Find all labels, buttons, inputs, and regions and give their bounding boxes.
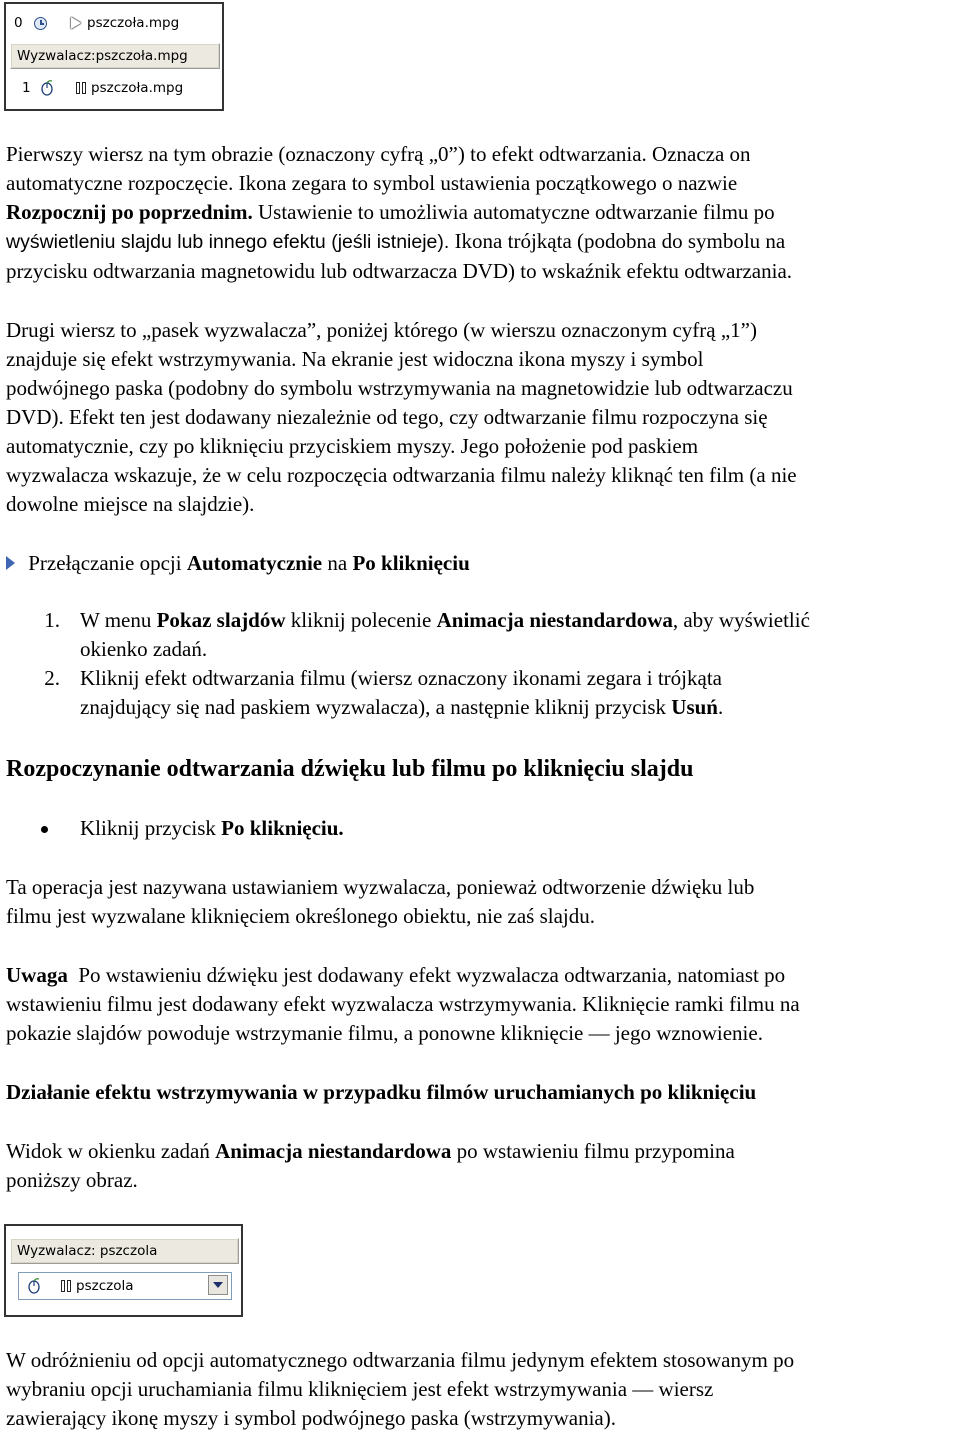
text-span: znajdujący się nad paskiem wyzwalacza), a następnie kliknij przycisk — [80, 695, 672, 719]
trigger-label: Wyzwalacz: pszczola — [17, 1243, 158, 1259]
paragraph-conclusion — [6, 1346, 956, 1433]
text-span: automatycznie, czy po kliknięciu przyciskiem myszy. — [6, 434, 456, 458]
subsection-heading: Działanie efektu wstrzymywania w przypadku filmów uruchamianych po kliknięciu — [6, 1080, 757, 1104]
text-line — [6, 961, 956, 990]
text-line — [6, 198, 956, 227]
paragraph-task-pane — [6, 1137, 956, 1195]
text-span: W menu — [80, 608, 157, 632]
text-line: pokazie slajdów powoduje wstrzymanie filmu, a ponowne kliknięcie — jego wznowienie. — [6, 1021, 763, 1045]
text-span: Po wstawieniu dźwięku jest dodawany efekt wyzwalacza odtwarzania, natomiast po — [67, 963, 786, 987]
text-line: przycisku odtwarzania magnetowidu lub odtwarzacza DVD) to wskaźnik efektu odtwarzania. — [6, 259, 793, 283]
bullet-dot — [41, 826, 48, 833]
step-number: 1. — [44, 608, 60, 632]
effect-row-pause-selected[interactable] — [18, 1272, 232, 1300]
row-number: 1 — [22, 80, 31, 96]
text-line: filmu jest wyzwalane kliknięciem określonego obiektu, nie zaś slajdu. — [6, 904, 596, 928]
text-line: wybraniu opcji uruchamiania filmu kliknięciem jest efekt wstrzymywania — wiersz — [6, 1377, 714, 1401]
pause-bars-icon — [76, 82, 86, 94]
mouse-icon — [27, 1278, 41, 1294]
row-number: 0 — [14, 15, 23, 31]
effect-filename: pszczoła.mpg — [91, 80, 184, 96]
animation-pane-screenshot-click — [4, 1224, 243, 1317]
button-name: Po kliknięciu. — [221, 816, 344, 840]
text-line — [6, 403, 956, 432]
step-text — [80, 606, 960, 664]
text-line: poniższy obraz. — [6, 1168, 138, 1192]
text-line — [6, 345, 956, 374]
text-span: wyświetleniu slajdu lub innego efektu (jeśli istnieje). — [6, 231, 450, 253]
text-line: wyzwalacza wskazuje, że w celu rozpoczęcia odtwarzania filmu należy kliknąć ten film (a nie — [6, 463, 797, 487]
text-span: kliknij polecenie — [285, 608, 437, 632]
pause-bars-icon — [61, 1280, 71, 1292]
clock-icon — [34, 17, 47, 30]
effect-row-play[interactable] — [14, 13, 179, 33]
text-span: Ustawienie to umożliwia automatyczne odtwarzanie filmu po — [252, 200, 775, 224]
bold-term: Automatycznie — [186, 551, 323, 575]
animation-pane-screenshot — [4, 2, 224, 111]
menu-name: Pokaz slajdów — [156, 608, 286, 632]
text-span: DVD). — [6, 405, 64, 429]
step-text — [80, 664, 960, 722]
text-line — [80, 606, 960, 635]
effect-filename: pszczoła.mpg — [87, 15, 180, 31]
note-paragraph — [6, 961, 956, 1048]
text-span: Widok w okienku zadań — [6, 1139, 216, 1163]
note-label: Uwaga — [6, 963, 68, 987]
expander-text: Przełączanie opcji — [28, 551, 187, 575]
paragraph-trigger-definition — [6, 873, 956, 931]
bold-term: Rozpocznij po poprzednim. — [6, 200, 253, 224]
bullet-item — [80, 814, 344, 843]
expand-arrow-icon — [6, 556, 15, 570]
bold-term: Po kliknięciu — [352, 551, 470, 575]
section-heading: Rozpoczynanie odtwarzania dźwięku lub filmu po kliknięciu slajdu — [6, 756, 694, 782]
dropdown-arrow-icon[interactable] — [208, 1275, 228, 1295]
expander-toggle-options[interactable] — [6, 549, 470, 578]
text-span: Kliknij przycisk — [80, 816, 222, 840]
text-line — [6, 1137, 956, 1166]
text-line: zawierający ikonę myszy i symbol podwójnego paska (wstrzymywania). — [6, 1406, 616, 1430]
text-line — [6, 990, 956, 1019]
effect-filename: pszczola — [76, 1278, 134, 1294]
text-line: Kliknij efekt odtwarzania filmu (wiersz oznaczony ikonami zegara i trójkąta — [80, 666, 722, 690]
trigger-label: Wyzwalacz:pszczoła.mpg — [17, 48, 188, 64]
text-line: dowolne miejsce na slajdzie). — [6, 492, 255, 516]
trigger-bar[interactable] — [10, 1238, 239, 1264]
text-line: Ta operacja jest nazywana ustawianiem wyzwalacza, ponieważ odtworzenie dźwięku lub — [6, 875, 755, 899]
text-span: Na ekranie jest widoczna ikona myszy i symbol — [296, 347, 704, 371]
pane-name: Animacja niestandardowa — [215, 1139, 452, 1163]
text-span: Ikona trójkąta (podobna do symbolu na — [449, 229, 786, 253]
command-name: Animacja niestandardowa — [436, 608, 673, 632]
text-span: znajduje się efekt wstrzymywania. — [6, 347, 297, 371]
paragraph-effect-explanation — [6, 140, 956, 286]
text-line: Pierwszy wiersz na tym obrazie (oznaczony cyfrą „0”) to efekt odtwarzania. Oznacza on — [6, 142, 751, 166]
text-line — [6, 227, 956, 257]
text-line: okienko zadań. — [80, 637, 208, 661]
text-line — [6, 432, 956, 461]
paragraph-trigger-explanation — [6, 316, 956, 519]
text-span: Efekt ten jest dodawany niezależnie od tego, czy odtwarzanie filmu rozpoczyna się — [63, 405, 768, 429]
mouse-icon — [40, 80, 54, 96]
text-line: Drugi wiersz to „pasek wyzwalacza”, poniżej którego (w wierszu oznaczonym cyfrą „1”) — [6, 318, 757, 342]
trigger-bar[interactable] — [10, 43, 220, 69]
text-span: Jego położenie pod paskiem — [455, 434, 699, 458]
text-span: wstawieniu filmu jest dodawany efekt wyzwalacza wstrzymywania. — [6, 992, 577, 1016]
play-triangle-icon — [71, 17, 81, 29]
step-number: 2. — [44, 666, 60, 690]
expander-text: na — [322, 551, 353, 575]
text-span: . — [717, 695, 724, 719]
text-line: automatyczne rozpoczęcie. Ikona zegara to symbol ustawienia początkowego o nazwie — [6, 171, 738, 195]
text-line: podwójnego paska (podobny do symbolu wstrzymywania na magnetowidzie lub odtwarzaczu — [6, 376, 793, 400]
text-line: W odróżnieniu od opcji automatycznego odtwarzania filmu jedynym efektem stosowanym po — [6, 1348, 795, 1372]
text-span: , aby wyświetlić — [672, 608, 810, 632]
text-span: Kliknięcie ramki filmu na — [576, 992, 800, 1016]
effect-row-pause[interactable] — [22, 77, 183, 99]
button-name: Usuń — [671, 695, 718, 719]
text-span: po wstawieniu filmu przypomina — [451, 1139, 735, 1163]
text-line — [80, 693, 960, 722]
